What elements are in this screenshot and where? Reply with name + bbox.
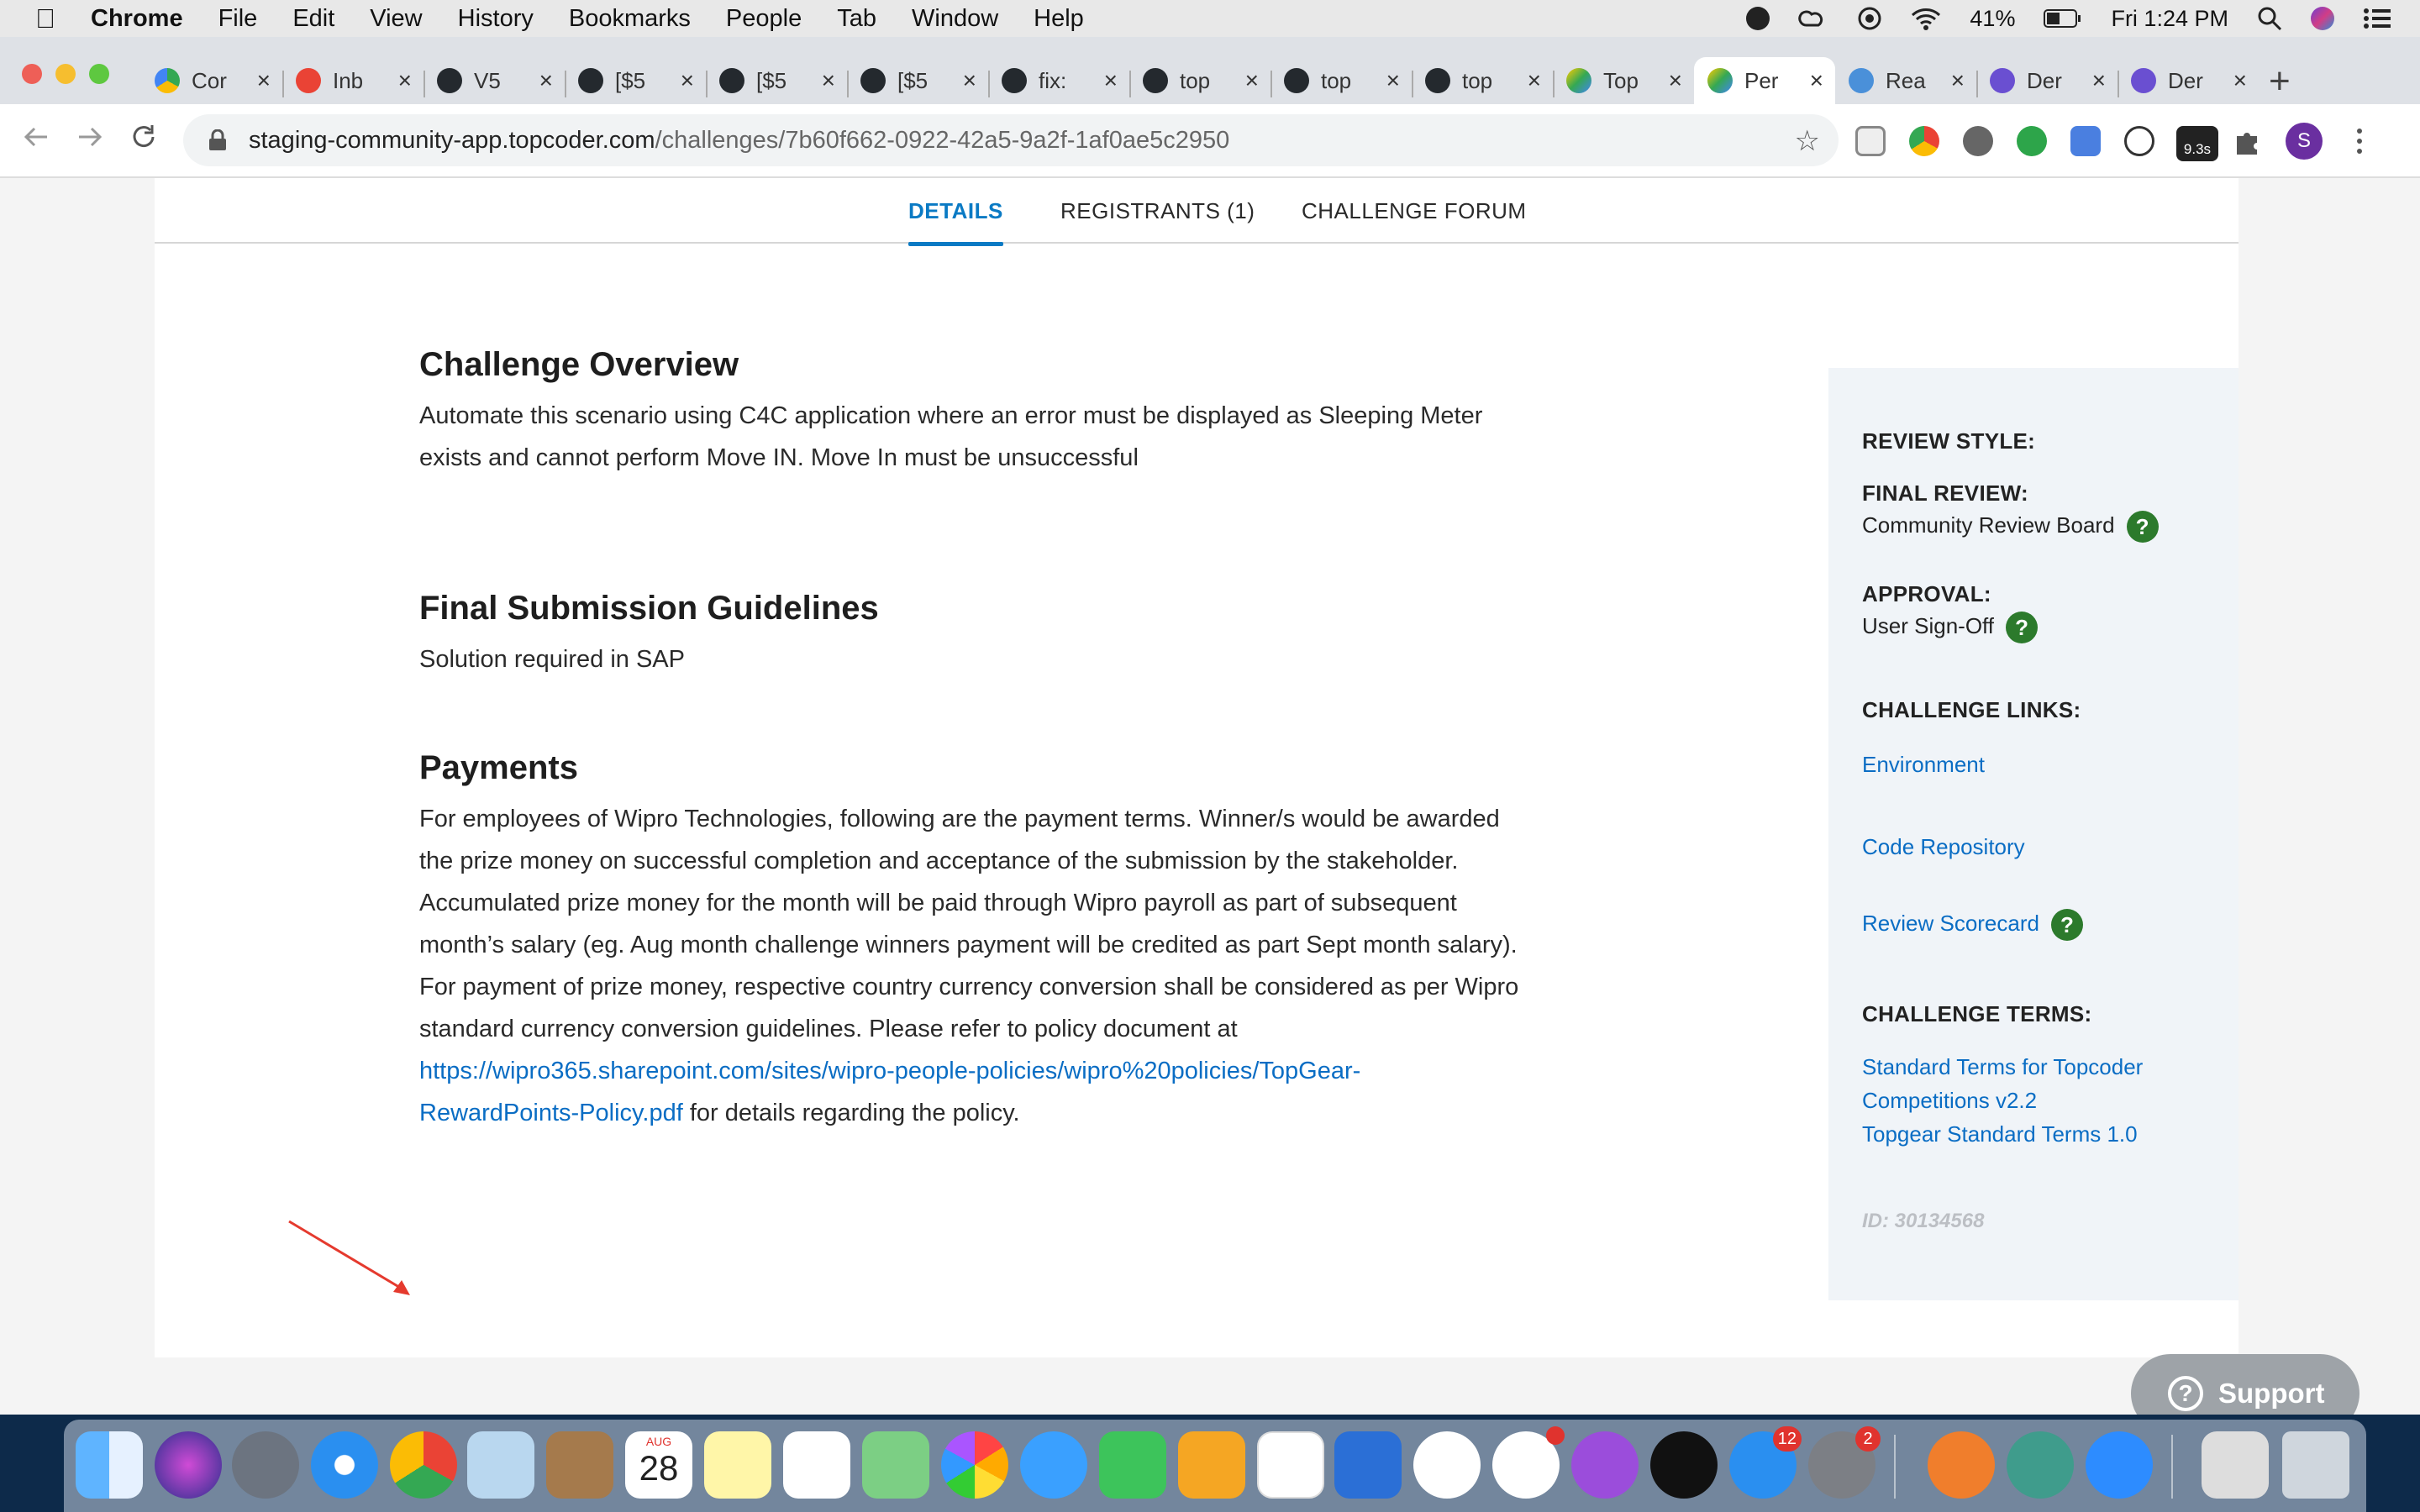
github-icon bbox=[1425, 68, 1450, 93]
system-preferences-badge: 2 bbox=[1855, 1426, 1881, 1452]
github-icon bbox=[1002, 68, 1027, 93]
extension-braces-icon[interactable] bbox=[2124, 126, 2154, 156]
battery-percent: 41% bbox=[1970, 5, 2016, 31]
close-tab-icon[interactable]: × bbox=[962, 67, 976, 93]
extension-timer-icon[interactable]: 9.3s bbox=[2176, 126, 2218, 161]
close-tab-icon[interactable]: × bbox=[1103, 67, 1118, 93]
overview-line: Automate this scenario using C4C application where an error must be displayed as Sleeping Meter bbox=[419, 402, 1483, 429]
challenge-links-label: CHALLENGE LINKS: bbox=[1862, 697, 2081, 722]
facetime-icon[interactable] bbox=[1099, 1431, 1166, 1499]
close-tab-icon[interactable]: × bbox=[1527, 67, 1541, 93]
close-tab-icon[interactable]: × bbox=[256, 67, 271, 93]
challenge-sidebar bbox=[1828, 368, 2238, 1300]
topgear-terms-link[interactable]: Topgear Standard Terms 1.0 bbox=[1862, 1121, 2138, 1147]
wifi-icon[interactable] bbox=[1911, 7, 1941, 30]
menubar-clock[interactable]: Fri 1:24 PM bbox=[2111, 5, 2228, 31]
payments-line: the prize money on successful completion and acceptance of the submission by the stakeholder. bbox=[419, 848, 1459, 874]
react-icon bbox=[1849, 68, 1874, 93]
extension-green-icon[interactable] bbox=[2017, 126, 2047, 156]
red-annotation-arrow-icon bbox=[286, 1218, 420, 1302]
challenge-details-card bbox=[155, 178, 2238, 1357]
url-host: staging-community-app.topcoder.com bbox=[249, 126, 655, 154]
tab-label: Top bbox=[1603, 67, 1639, 93]
podcasts-icon[interactable] bbox=[1571, 1431, 1639, 1499]
downloads-stack-icon[interactable] bbox=[2202, 1431, 2269, 1499]
guidelines-heading: Final Submission Guidelines bbox=[419, 590, 879, 627]
tab-separator bbox=[1129, 71, 1131, 97]
slack-icon[interactable] bbox=[1492, 1431, 1560, 1499]
browser-tab[interactable] bbox=[1976, 57, 2118, 104]
launchpad-icon[interactable] bbox=[232, 1431, 299, 1499]
menu-history[interactable]: History bbox=[457, 4, 534, 32]
reload-icon[interactable] bbox=[129, 123, 158, 160]
finder-icon[interactable] bbox=[76, 1431, 143, 1499]
payments-line: standard currency conversion guidelines. Please refer to policy document at bbox=[419, 1016, 1238, 1042]
tab-separator bbox=[1412, 71, 1413, 97]
pages-icon[interactable] bbox=[1178, 1431, 1245, 1499]
tab-label: Inb bbox=[333, 67, 364, 93]
github-icon bbox=[1143, 68, 1168, 93]
tab-label: V5 bbox=[474, 67, 501, 93]
approval-value bbox=[1862, 612, 2038, 643]
review-scorecard-row bbox=[1862, 909, 2083, 941]
status-app-icon[interactable] bbox=[1746, 7, 1770, 30]
tab-label: [$5 bbox=[756, 67, 787, 93]
dock-separator bbox=[2171, 1435, 2173, 1499]
browser-tab[interactable] bbox=[1694, 57, 1835, 104]
address-bar[interactable] bbox=[183, 114, 1839, 166]
standard-terms-line: Standard Terms for Topcoder bbox=[1862, 1054, 2144, 1079]
messages-icon[interactable] bbox=[1020, 1431, 1087, 1499]
close-tab-icon[interactable]: × bbox=[2091, 67, 2106, 93]
tab-label: Der bbox=[2168, 67, 2203, 93]
tab-label: Cor bbox=[192, 67, 227, 93]
final-review-text: Community Review Board bbox=[1862, 512, 2115, 538]
tab-label: fix: bbox=[1039, 67, 1067, 93]
help-icon[interactable]: ? bbox=[2051, 909, 2083, 941]
debug-icon bbox=[2131, 68, 2156, 93]
tab-separator bbox=[1553, 71, 1555, 97]
tab-separator bbox=[282, 71, 284, 97]
topcoder-icon bbox=[1707, 68, 1733, 93]
drive-icon bbox=[155, 68, 180, 93]
menu-help[interactable]: Help bbox=[1034, 4, 1084, 32]
help-icon[interactable]: ? bbox=[2006, 612, 2038, 643]
tab-details[interactable] bbox=[908, 198, 1003, 224]
browser-tab[interactable] bbox=[1835, 57, 1976, 104]
tab-separator bbox=[1976, 71, 1978, 97]
menu-edit[interactable]: Edit bbox=[292, 4, 335, 32]
extension-tm-icon[interactable] bbox=[1855, 126, 1886, 156]
extension-blue-icon[interactable] bbox=[2070, 126, 2101, 156]
overview-heading: Challenge Overview bbox=[419, 346, 739, 383]
approval-label: APPROVAL: bbox=[1862, 581, 1991, 606]
overview-text bbox=[419, 395, 1730, 479]
support-help-icon: ? bbox=[2168, 1376, 2203, 1411]
apple-menu-icon[interactable] bbox=[35, 3, 60, 34]
guidelines-text: Solution required in SAP bbox=[419, 646, 685, 673]
payments-line: For payment of prize money, respective country currency conversion shall be considered as per Wipro bbox=[419, 974, 1519, 1000]
keynote-icon[interactable] bbox=[1334, 1431, 1402, 1499]
standard-terms-link[interactable] bbox=[1862, 1050, 2143, 1117]
challenge-subnav bbox=[155, 178, 2238, 244]
app-store-icon[interactable] bbox=[1729, 1431, 1797, 1499]
close-tab-icon[interactable]: × bbox=[1809, 67, 1823, 93]
review-scorecard-link[interactable]: Review Scorecard bbox=[1862, 910, 2039, 936]
tab-label: [$5 bbox=[615, 67, 646, 93]
battery-icon[interactable] bbox=[2044, 8, 2082, 29]
github-icon bbox=[719, 68, 744, 93]
payments-line: For employees of Wipro Technologies, following are the payment terms. Winner/s would be awarded bbox=[419, 806, 1500, 832]
tab-separator bbox=[1270, 71, 1272, 97]
close-window-button[interactable] bbox=[22, 64, 42, 84]
tab-registrants[interactable]: REGISTRANTS (1) bbox=[1060, 198, 1255, 223]
browser-tab[interactable] bbox=[988, 57, 1129, 104]
close-tab-icon[interactable]: × bbox=[539, 67, 553, 93]
final-review-label: FINAL REVIEW: bbox=[1862, 480, 2028, 506]
chrome-window bbox=[0, 37, 2420, 1415]
tab-separator bbox=[424, 71, 425, 97]
close-tab-icon[interactable]: × bbox=[2233, 67, 2247, 93]
policy-link-line: https://wipro365.sharepoint.com/sites/wipro-people-policies/wipro%20policies/TopGear- bbox=[419, 1058, 1361, 1084]
zoom-icon[interactable] bbox=[2086, 1431, 2153, 1499]
tab-label: Der bbox=[2027, 67, 2062, 93]
reminders-icon[interactable] bbox=[783, 1431, 850, 1499]
chrome-dock-icon[interactable] bbox=[390, 1431, 457, 1499]
tab-active-underline bbox=[908, 242, 1003, 246]
url-path: /challenges/7b60f662-0922-42a5-9a2f-1af0ae5c2950 bbox=[655, 126, 1230, 154]
review-style-label: REVIEW STYLE: bbox=[1862, 428, 2036, 454]
browser-tab[interactable] bbox=[565, 57, 706, 104]
browser-tab[interactable] bbox=[706, 57, 847, 104]
close-tab-icon[interactable]: × bbox=[1386, 67, 1400, 93]
maps-icon[interactable] bbox=[862, 1431, 929, 1499]
calendar-month: AUG bbox=[645, 1435, 672, 1448]
overview-line: exists and cannot perform Move IN. Move In must be unsuccessful bbox=[419, 444, 1139, 471]
tab-strip bbox=[0, 37, 2420, 104]
browser-tab[interactable] bbox=[424, 57, 565, 104]
final-review-value bbox=[1862, 511, 2159, 543]
help-icon[interactable]: ? bbox=[2127, 511, 2159, 543]
menu-window[interactable]: Window bbox=[912, 4, 999, 32]
siri-icon[interactable] bbox=[2311, 7, 2334, 30]
menu-tab[interactable]: Tab bbox=[837, 4, 876, 32]
topcoder-icon bbox=[1566, 68, 1591, 93]
challenge-id: ID: 30134568 bbox=[1862, 1210, 1985, 1232]
apple-tv-icon[interactable] bbox=[1650, 1431, 1718, 1499]
calendar-day: 28 bbox=[639, 1448, 679, 1488]
system-preferences-icon[interactable] bbox=[1808, 1431, 1876, 1499]
tab-label: Per bbox=[1744, 67, 1779, 93]
numbers-icon[interactable] bbox=[1257, 1431, 1324, 1499]
browser-tab[interactable] bbox=[847, 57, 988, 104]
environment-link[interactable]: Environment bbox=[1862, 752, 1985, 777]
menu-file[interactable]: File bbox=[218, 4, 258, 32]
notes-icon[interactable] bbox=[704, 1431, 771, 1499]
tab-label: top bbox=[1180, 67, 1211, 93]
browser-tab[interactable] bbox=[1412, 57, 1553, 104]
notification-center-icon[interactable] bbox=[2363, 7, 2391, 30]
macos-menubar bbox=[0, 0, 2420, 37]
github-icon bbox=[1284, 68, 1309, 93]
music-icon[interactable] bbox=[1413, 1431, 1481, 1499]
safari-icon[interactable] bbox=[311, 1431, 378, 1499]
payments-heading: Payments bbox=[419, 749, 578, 786]
github-icon bbox=[578, 68, 603, 93]
browser-tab[interactable] bbox=[141, 57, 282, 104]
siri-dock-icon[interactable] bbox=[155, 1431, 222, 1499]
contacts-icon[interactable] bbox=[546, 1431, 613, 1499]
creative-cloud-icon[interactable] bbox=[1798, 7, 1828, 30]
close-tab-icon[interactable]: × bbox=[680, 67, 694, 93]
forward-icon[interactable] bbox=[76, 123, 104, 160]
tab-separator bbox=[2118, 71, 2119, 97]
payments-text bbox=[419, 798, 1730, 1134]
close-tab-icon[interactable]: × bbox=[1668, 67, 1682, 93]
payments-line: month’s salary (eg. Aug month challenge winners payment will be credited as part Sept month salary). bbox=[419, 932, 1518, 958]
browser-toolbar bbox=[0, 104, 2420, 178]
github-icon bbox=[437, 68, 462, 93]
mail-icon[interactable] bbox=[467, 1431, 534, 1499]
standard-terms-line: Competitions v2.2 bbox=[1862, 1088, 2038, 1113]
gmail-icon bbox=[296, 68, 321, 93]
browser-tab[interactable] bbox=[1553, 57, 1694, 104]
github-icon bbox=[860, 68, 886, 93]
close-tab-icon[interactable]: × bbox=[1950, 67, 1965, 93]
tab-separator bbox=[706, 71, 708, 97]
browser-tab[interactable] bbox=[1270, 57, 1412, 104]
policy-suffix: for details regarding the policy. bbox=[682, 1100, 1020, 1126]
minimize-window-button[interactable] bbox=[55, 64, 76, 84]
profile-avatar[interactable]: S bbox=[2286, 123, 2323, 160]
challenge-terms-label: CHALLENGE TERMS: bbox=[1862, 1001, 2092, 1026]
slack-badge bbox=[1546, 1426, 1565, 1445]
close-tab-icon[interactable]: × bbox=[821, 67, 835, 93]
tab-label: top bbox=[1462, 67, 1493, 93]
bookmark-star-icon[interactable]: ☆ bbox=[1794, 125, 1820, 157]
tab-separator bbox=[988, 71, 990, 97]
page-viewport bbox=[0, 178, 2420, 1415]
menu-app-name[interactable]: Chrome bbox=[91, 4, 183, 32]
tab-label: top bbox=[1321, 67, 1352, 93]
menu-people[interactable]: People bbox=[725, 4, 802, 32]
pen-app-icon[interactable] bbox=[1928, 1431, 1995, 1499]
close-tab-icon[interactable]: × bbox=[1244, 67, 1259, 93]
debug-icon bbox=[1990, 68, 2015, 93]
macos-dock bbox=[64, 1420, 2366, 1512]
policy-link-line: RewardPoints-Policy.pdf bbox=[419, 1100, 683, 1126]
extension-dark-icon[interactable] bbox=[1963, 126, 1993, 156]
tab-separator bbox=[847, 71, 849, 97]
sourcetree-icon[interactable] bbox=[2007, 1431, 2074, 1499]
chrome-menu-icon[interactable] bbox=[2344, 126, 2375, 156]
menu-bookmarks[interactable]: Bookmarks bbox=[568, 4, 691, 32]
tab-label: [$5 bbox=[897, 67, 929, 93]
payments-line: Accumulated prize money for the month will be paid through Wipro payroll as part of subsequent bbox=[419, 890, 1457, 916]
lock-icon[interactable] bbox=[208, 129, 227, 151]
code-repository-link[interactable]: Code Repository bbox=[1862, 834, 2025, 859]
extensions-puzzle-icon[interactable] bbox=[2232, 126, 2262, 156]
browser-tab[interactable] bbox=[1129, 57, 1270, 104]
tab-challenge-forum[interactable]: CHALLENGE FORUM bbox=[1302, 198, 1527, 223]
back-icon[interactable] bbox=[22, 123, 50, 160]
trash-icon[interactable] bbox=[2282, 1431, 2349, 1499]
new-tab-icon[interactable]: + bbox=[2269, 60, 2291, 102]
zoom-window-button[interactable] bbox=[89, 64, 109, 84]
menu-view[interactable]: View bbox=[370, 4, 423, 32]
app-store-badge: 12 bbox=[1773, 1426, 1802, 1452]
tab-details-label: DETAILS bbox=[908, 198, 1003, 223]
browser-tab[interactable] bbox=[282, 57, 424, 104]
photos-icon[interactable] bbox=[941, 1431, 1008, 1499]
approval-text: User Sign-Off bbox=[1862, 612, 1995, 638]
support-button[interactable] bbox=[2131, 1354, 2360, 1415]
tab-separator bbox=[565, 71, 566, 97]
close-tab-icon[interactable]: × bbox=[397, 67, 412, 93]
tab-label: Rea bbox=[1886, 67, 1926, 93]
support-label: Support bbox=[2218, 1378, 2325, 1409]
browser-tab[interactable] bbox=[2118, 57, 2259, 104]
spotlight-search-icon[interactable] bbox=[2257, 6, 2282, 31]
dock-separator bbox=[1894, 1435, 1896, 1499]
sync-icon[interactable] bbox=[1857, 6, 1882, 31]
extension-color-icon[interactable] bbox=[1909, 126, 1939, 156]
calendar-icon[interactable] bbox=[625, 1431, 692, 1499]
